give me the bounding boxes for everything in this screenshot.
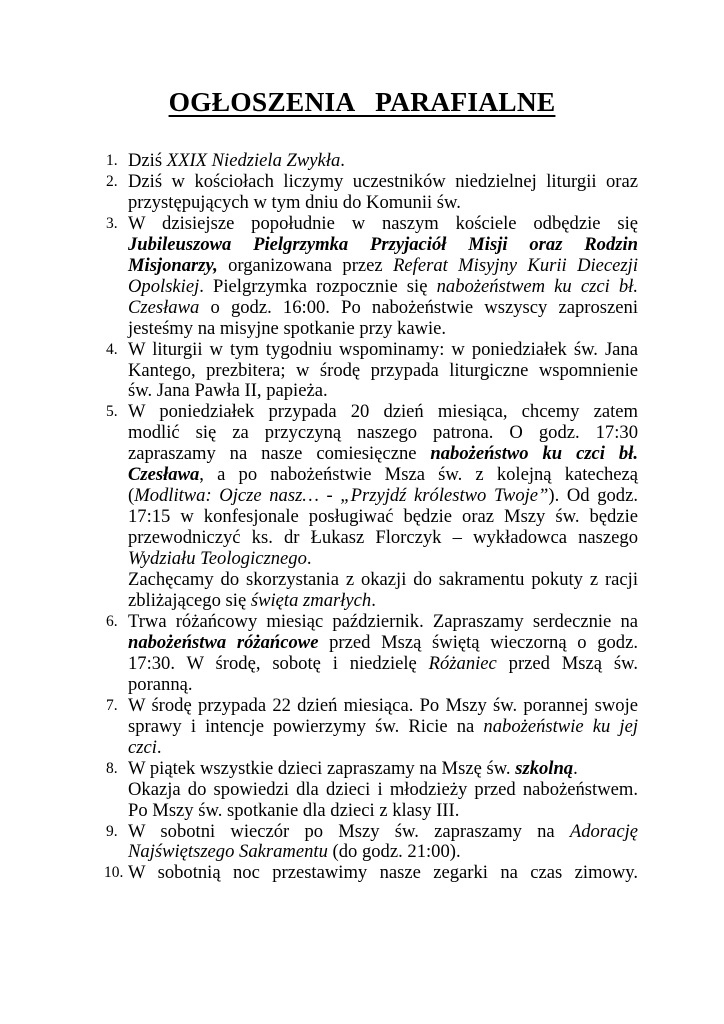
text-run: 17:30. W środę, sobotę i niedzielę (128, 652, 429, 674)
bold-italic-text: Misjonarzy, (128, 254, 218, 276)
text-line (128, 423, 638, 444)
text-line (128, 444, 638, 465)
announcement-item (106, 612, 638, 696)
text-line (128, 591, 638, 612)
text-run: ). Od godz. (548, 485, 638, 507)
text-run: 17:15 w konfesjonale posługiwać będzie oraz Mszy św. będzie (128, 506, 638, 528)
italic-text: nabożeństwem ku czci bł. (436, 275, 638, 297)
announcement-item (106, 214, 638, 340)
item-number: 4. (106, 340, 118, 358)
italic-text: święta zmarłych (250, 590, 372, 612)
text-line (128, 214, 638, 235)
text-run: ( (128, 485, 135, 507)
text-run: sprawy i intencje powierzymy św. Ricie na (128, 715, 484, 737)
italic-text: Różaniec (428, 652, 497, 674)
text-run: W sobotni wieczór po Mszy św. zapraszamy na (128, 820, 570, 842)
text-line (128, 381, 638, 402)
bold-italic-text: nabożeństwo ku czci bł. (430, 443, 639, 465)
text-run: jesteśmy na misyjne spotkanie przy kawie. (128, 317, 447, 339)
announcement-item (106, 863, 638, 884)
text-line (128, 822, 638, 843)
item-number: 10. (104, 864, 124, 882)
text-line (128, 486, 638, 507)
text-run: przed Mszą św. (496, 652, 638, 674)
item-number: 3. (106, 214, 118, 232)
text-line (128, 298, 638, 319)
announcement-item (106, 151, 638, 172)
italic-text: Wydziału Teologicznego (128, 548, 307, 570)
text-run: . (573, 757, 578, 779)
item-number: 5. (106, 403, 118, 421)
text-line (128, 528, 638, 549)
italic-text: Referat Misyjny Kurii Diecezji (393, 254, 638, 276)
text-run: W poniedziałek przypada 20 dzień miesiąca, chcemy zatem (128, 401, 638, 423)
text-line (128, 507, 638, 528)
text-run: . (306, 548, 312, 570)
text-run: św. Jana Pawła II, papieża. (128, 380, 328, 402)
text-line (128, 549, 638, 570)
text-line (128, 654, 638, 675)
bold-italic-text: Czesława (128, 464, 200, 486)
text-line (128, 863, 638, 884)
text-line (128, 193, 638, 214)
text-line (128, 612, 638, 633)
announcement-item (106, 340, 638, 403)
text-line (128, 151, 638, 172)
item-number: 7. (106, 696, 118, 714)
announcements-list (106, 151, 638, 884)
italic-text: czci (128, 736, 157, 758)
text-line (128, 759, 638, 780)
page-title-text: OGŁOSZENIA PARAFIALNE (168, 86, 556, 117)
italic-text: Najświętszego Sakramentu (128, 841, 328, 863)
text-run: poranną. (128, 673, 193, 695)
text-run: przewodniczyć ks. dr Łukasz Florczyk – wykładowca naszego (128, 527, 638, 549)
text-line (128, 570, 638, 591)
text-run: W dzisiejsze popołudnie w naszym kościele odbędzie się (128, 212, 638, 234)
text-line (128, 842, 638, 863)
text-line (128, 172, 638, 193)
item-number: 6. (106, 612, 118, 630)
text-run: W liturgii w tym tygodniu wspominamy: w poniedziałek św. Jana (128, 338, 638, 360)
italic-text: Adorację (569, 820, 638, 842)
announcement-item (106, 696, 638, 759)
text-line (128, 675, 638, 696)
text-run: modlić się za przyczyną naszego patrona. O godz. 17:30 (128, 422, 638, 444)
italic-text: nabożeństwie ku jej (483, 715, 638, 737)
text-run: (do godz. 21:00). (327, 841, 461, 863)
text-run: Trwa różańcowy miesiąc październik. Zapraszamy serdecznie na (128, 610, 638, 632)
item-number: 8. (106, 759, 118, 777)
announcement-item (106, 402, 638, 612)
item-number: 2. (106, 172, 118, 190)
text-line (128, 717, 638, 738)
bold-italic-text: nabożeństwa różańcowe (128, 631, 319, 653)
text-run: , a po nabożeństwie Msza św. z kolejną katechezą (199, 464, 638, 486)
text-run: Zachęcamy do skorzystania z okazji do sakramentu pokuty z racji (128, 569, 638, 591)
announcement-item (106, 759, 638, 822)
text-run: Dziś w kościołach liczymy uczestników niedzielnej liturgii oraz (128, 170, 638, 192)
italic-text: Modlitwa: Ojcze nasz… - „Przyjdź królestwo Twoje” (134, 485, 549, 507)
text-run: . (371, 590, 376, 612)
text-line (128, 465, 638, 486)
item-number: 9. (106, 822, 118, 840)
text-line (128, 256, 638, 277)
text-line (128, 738, 638, 759)
text-run: Kantego, prezbitera; w środę przypada liturgiczne wspomnienie (128, 359, 638, 381)
text-run: W środę przypada 22 dzień miesiąca. Po Mszy św. porannej swoje (128, 694, 638, 716)
text-run: o godz. 16:00. Po nabożeństwie wszyscy zaproszeni (199, 296, 638, 318)
text-run: przystępujących w tym dniu do Komunii św. (128, 191, 461, 213)
text-run: W piątek wszystkie dzieci zapraszamy na Mszę św. (128, 757, 516, 779)
text-line (128, 696, 638, 717)
text-run: przed Mszą świętą wieczorną o godz. (318, 631, 639, 653)
text-run: W sobotnią noc przestawimy nasze zegarki na czas zimowy. (128, 862, 638, 884)
text-line (128, 235, 638, 256)
text-run: . (340, 150, 345, 171)
announcement-item (106, 822, 638, 864)
item-number: 1. (106, 152, 118, 169)
text-run: Okazja do spowiedzi dla dzieci i młodzieży przed nabożeństwem. (128, 778, 638, 800)
text-run: Dziś (128, 150, 167, 171)
text-run: . Pielgrzymka rozpocznie się (199, 275, 437, 297)
italic-text: Czesława (128, 296, 200, 318)
announcement-item (106, 172, 638, 214)
page-title (0, 86, 724, 118)
text-run: Po Mszy św. spotkanie dla dzieci z klasy III. (128, 799, 460, 821)
text-run: zapraszamy na nasze comiesięczne (128, 443, 431, 465)
text-line (128, 340, 638, 361)
bold-italic-text: szkolną (515, 757, 574, 779)
text-line (128, 801, 638, 822)
text-line (128, 780, 638, 801)
text-line (128, 361, 638, 382)
text-run: . (156, 736, 162, 758)
text-line (128, 277, 638, 298)
text-line (128, 633, 638, 654)
text-line (128, 402, 638, 423)
text-run: zbliżającego się (128, 590, 251, 612)
text-run: organizowana przez (217, 254, 394, 276)
bold-italic-text: Jubileuszowa Pielgrzymka Przyjaciół Misji oraz Rodzin (128, 233, 638, 255)
italic-text: Opolskiej (128, 275, 200, 297)
text-line (128, 319, 638, 340)
italic-text: XXIX Niedziela Zwykła (166, 150, 341, 171)
